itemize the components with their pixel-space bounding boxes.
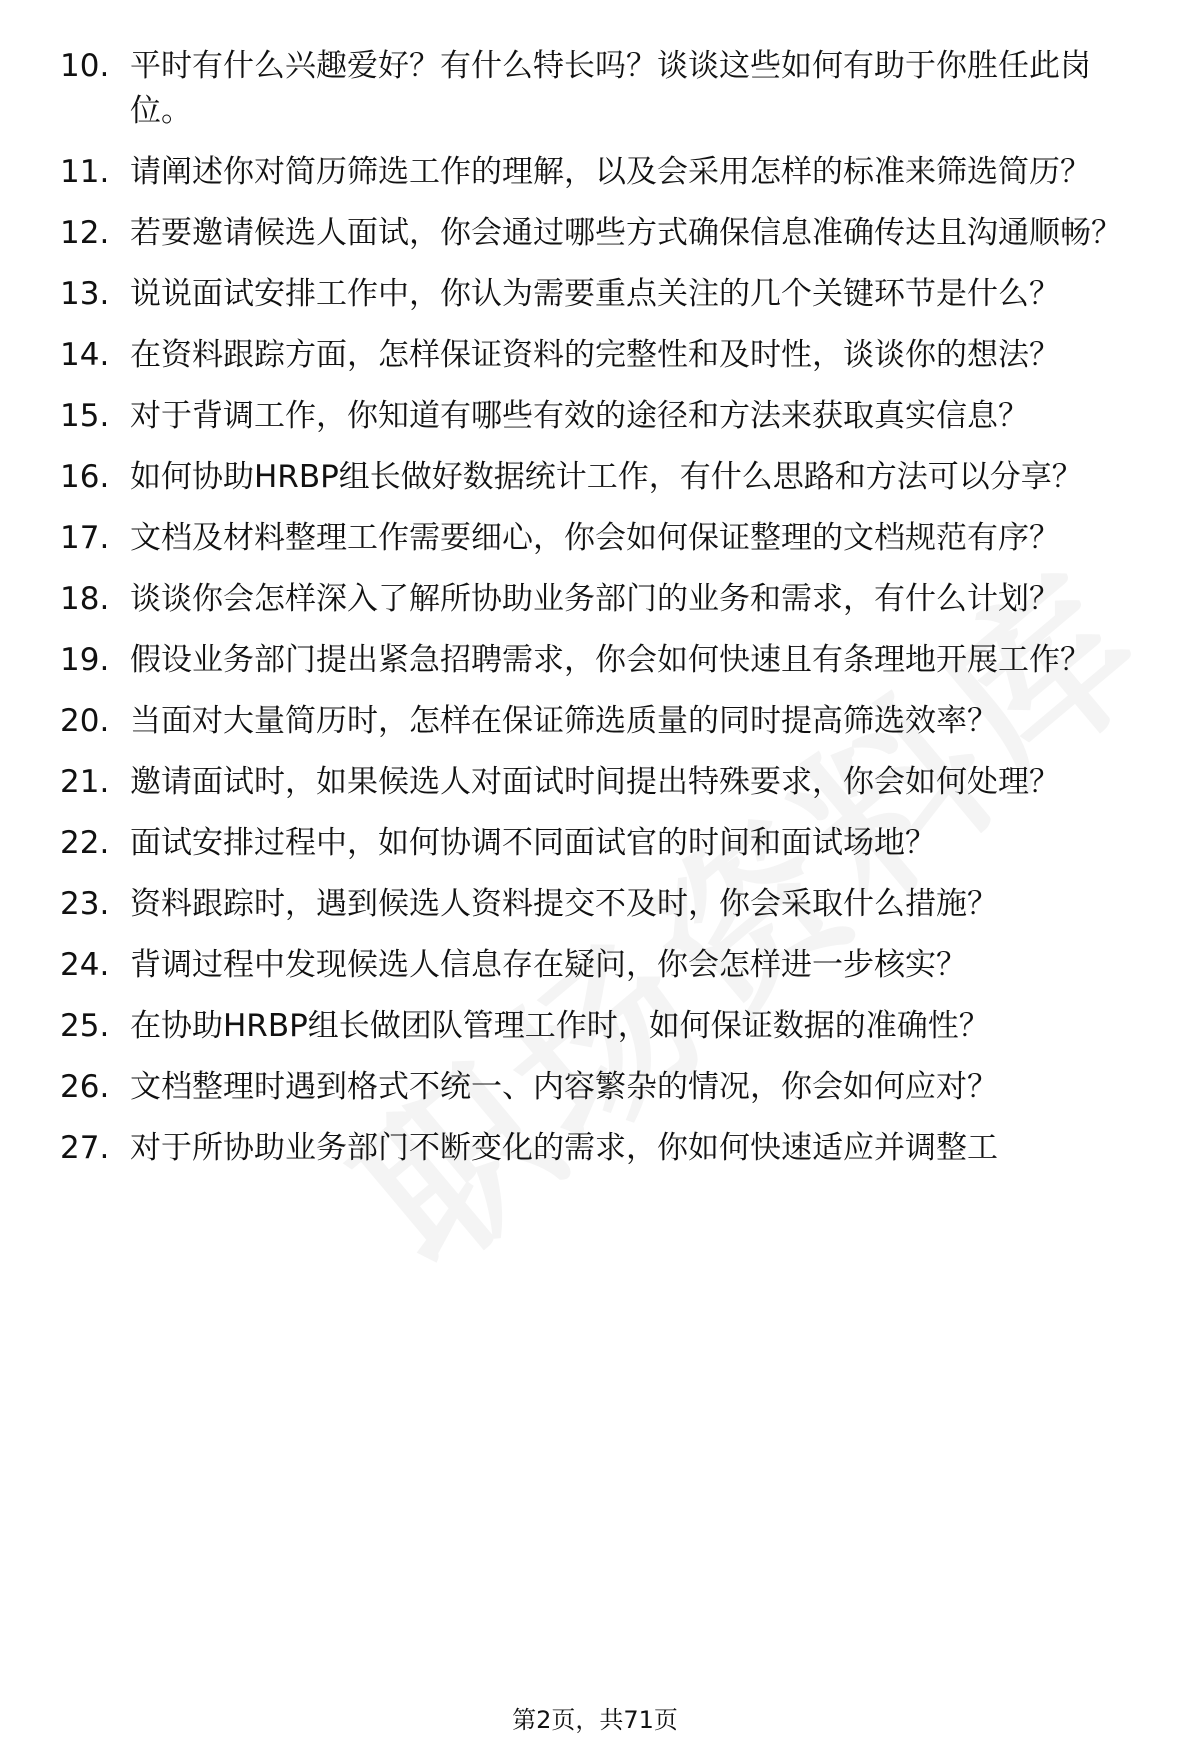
- question-item: [60, 638, 1150, 683]
- question-number: 18.: [60, 581, 110, 617]
- question-item: [60, 272, 1150, 317]
- question-text: 背调过程中发现候选人信息存在疑问，你会怎样进一步核实？: [130, 947, 967, 983]
- question-text: 说说面试安排工作中，你认为需要重点关注的几个关键环节是什么？: [130, 276, 1060, 312]
- question-text: 若要邀请候选人面试，你会通过哪些方式确保信息准确传达且沟通顺畅？: [130, 215, 1122, 251]
- question-text: 请阐述你对简历筛选工作的理解，以及会采用怎样的标准来筛选简历？: [130, 154, 1091, 190]
- question-item: [60, 150, 1150, 195]
- question-text: 如何协助HRBP组长做好数据统计工作，有什么思路和方法可以分享？: [130, 459, 1083, 495]
- question-item: [60, 333, 1150, 378]
- question-text: 面试安排过程中，如何协调不同面试官的时间和面试场地？: [130, 825, 936, 861]
- question-item: [60, 455, 1150, 500]
- question-number: 22.: [60, 825, 110, 861]
- question-text: 假设业务部门提出紧急招聘需求，你会如何快速且有条理地开展工作？: [130, 642, 1091, 678]
- question-number: 17.: [60, 520, 110, 556]
- question-item: [60, 943, 1150, 988]
- question-number: 11.: [60, 154, 110, 190]
- question-number: 13.: [60, 276, 110, 312]
- question-item: [60, 760, 1150, 805]
- question-item: [60, 699, 1150, 744]
- question-text: 在协助HRBP组长做团队管理工作时，如何保证数据的准确性？: [130, 1008, 990, 1044]
- question-item: [60, 577, 1150, 622]
- question-number: 14.: [60, 337, 110, 373]
- question-number: 15.: [60, 398, 110, 434]
- question-item: [60, 821, 1150, 866]
- question-text: 在资料跟踪方面，怎样保证资料的完整性和及时性，谈谈你的想法？: [130, 337, 1060, 373]
- question-item: [60, 516, 1150, 561]
- question-item: [60, 882, 1150, 927]
- question-number: 23.: [60, 886, 110, 922]
- question-number: 10.: [60, 48, 110, 84]
- question-number: 12.: [60, 215, 110, 251]
- question-text: 文档及材料整理工作需要细心，你会如何保证整理的文档规范有序？: [130, 520, 1060, 556]
- question-item: [60, 1126, 1150, 1171]
- question-item: [60, 211, 1150, 256]
- question-text: 对于背调工作，你知道有哪些有效的途径和方法来获取真实信息？: [130, 398, 1029, 434]
- question-number: 16.: [60, 459, 110, 495]
- question-number: 24.: [60, 947, 110, 983]
- question-text: 平时有什么兴趣爱好？有什么特长吗？谈谈这些如何有助于你胜任此岗位。: [130, 48, 1091, 129]
- question-item: [60, 1004, 1150, 1049]
- question-number: 19.: [60, 642, 110, 678]
- question-text: 资料跟踪时，遇到候选人资料提交不及时，你会采取什么措施？: [130, 886, 998, 922]
- question-text: 邀请面试时，如果候选人对面试时间提出特殊要求，你会如何处理？: [130, 764, 1060, 800]
- question-text: 文档整理时遇到格式不统一、内容繁杂的情况，你会如何应对？: [130, 1069, 998, 1105]
- question-number: 25.: [60, 1008, 110, 1044]
- question-list: [60, 44, 1150, 1187]
- question-number: 26.: [60, 1069, 110, 1105]
- page-footer: 第2页，共71页: [512, 1706, 678, 1734]
- question-text: 对于所协助业务部门不断变化的需求，你如何快速适应并调整工: [130, 1130, 998, 1166]
- question-text: 当面对大量简历时，怎样在保证筛选质量的同时提高筛选效率？: [130, 703, 998, 739]
- question-item: [60, 1065, 1150, 1110]
- question-number: 27.: [60, 1130, 110, 1166]
- question-item: [60, 44, 1150, 134]
- question-text: 谈谈你会怎样深入了解所协助业务部门的业务和需求，有什么计划？: [130, 581, 1060, 617]
- question-number: 21.: [60, 764, 110, 800]
- question-number: 20.: [60, 703, 110, 739]
- question-item: [60, 394, 1150, 439]
